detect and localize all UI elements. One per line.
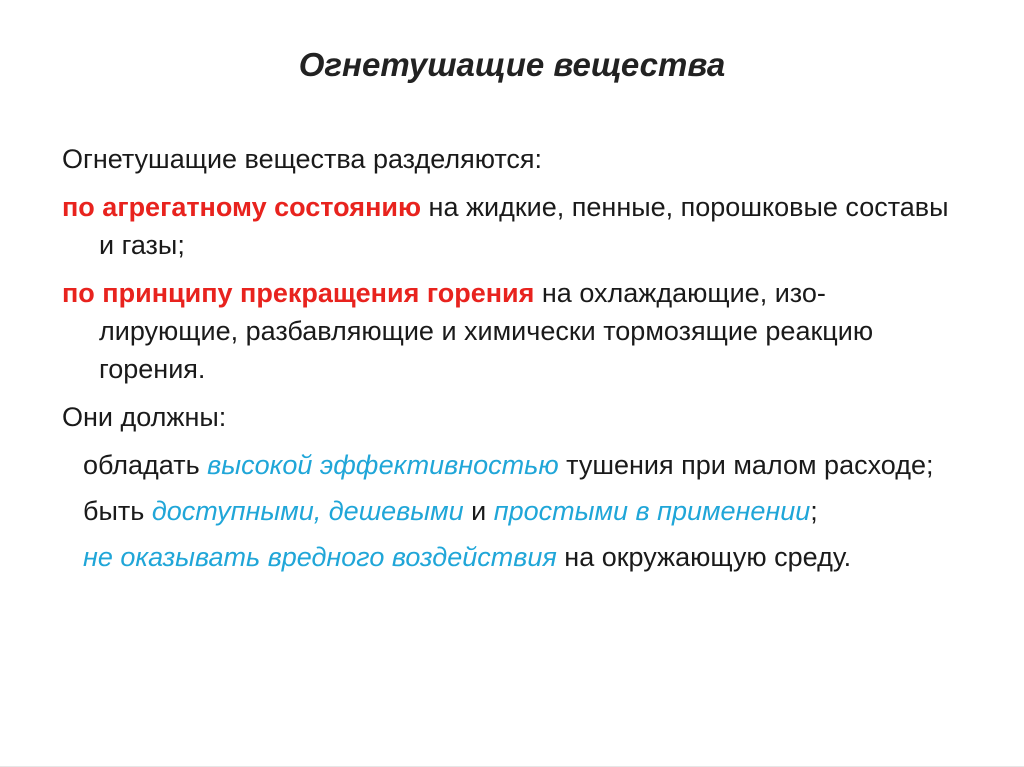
intro-text: Огнетушащие вещества разделяются:	[62, 144, 543, 174]
by-principle-text: на охлаждающие, изо-лирующие, разбавляющие и химически тормозящие реакцию горения.	[99, 278, 874, 384]
by-state-text: на жидкие, пенные, порошковые составы и газы;	[99, 192, 949, 260]
classification-by-state	[62, 188, 962, 264]
requirements-heading-text: Они должны:	[62, 402, 227, 432]
req1-before: обладать	[83, 450, 208, 480]
req1-highlight: высокой эффективностью	[207, 450, 559, 480]
classification-by-principle	[62, 274, 962, 388]
slide-title: Огнетушащие вещества	[298, 46, 726, 83]
intro-paragraph	[62, 140, 962, 178]
req3-highlight: не оказывать вредного воздействия	[83, 542, 557, 572]
req3-after: на окружающую среду.	[556, 542, 852, 572]
req2-highlight-2: простыми в применении	[493, 496, 811, 526]
req1-after: тушения при малом расходе;	[558, 450, 934, 480]
requirement-environment	[83, 538, 962, 576]
by-principle-highlight: по принципу прекращения горения	[62, 278, 535, 308]
req2-before: быть	[83, 496, 152, 526]
req2-after: ;	[810, 496, 818, 526]
req2-highlight-1: доступными, дешевыми	[151, 496, 464, 526]
by-state-highlight: по агрегатному состоянию	[62, 192, 422, 222]
req2-middle: и	[463, 496, 494, 526]
requirement-availability	[83, 492, 962, 530]
requirement-efficiency	[83, 446, 962, 484]
requirements-heading	[62, 398, 962, 436]
slide-body	[62, 140, 962, 584]
